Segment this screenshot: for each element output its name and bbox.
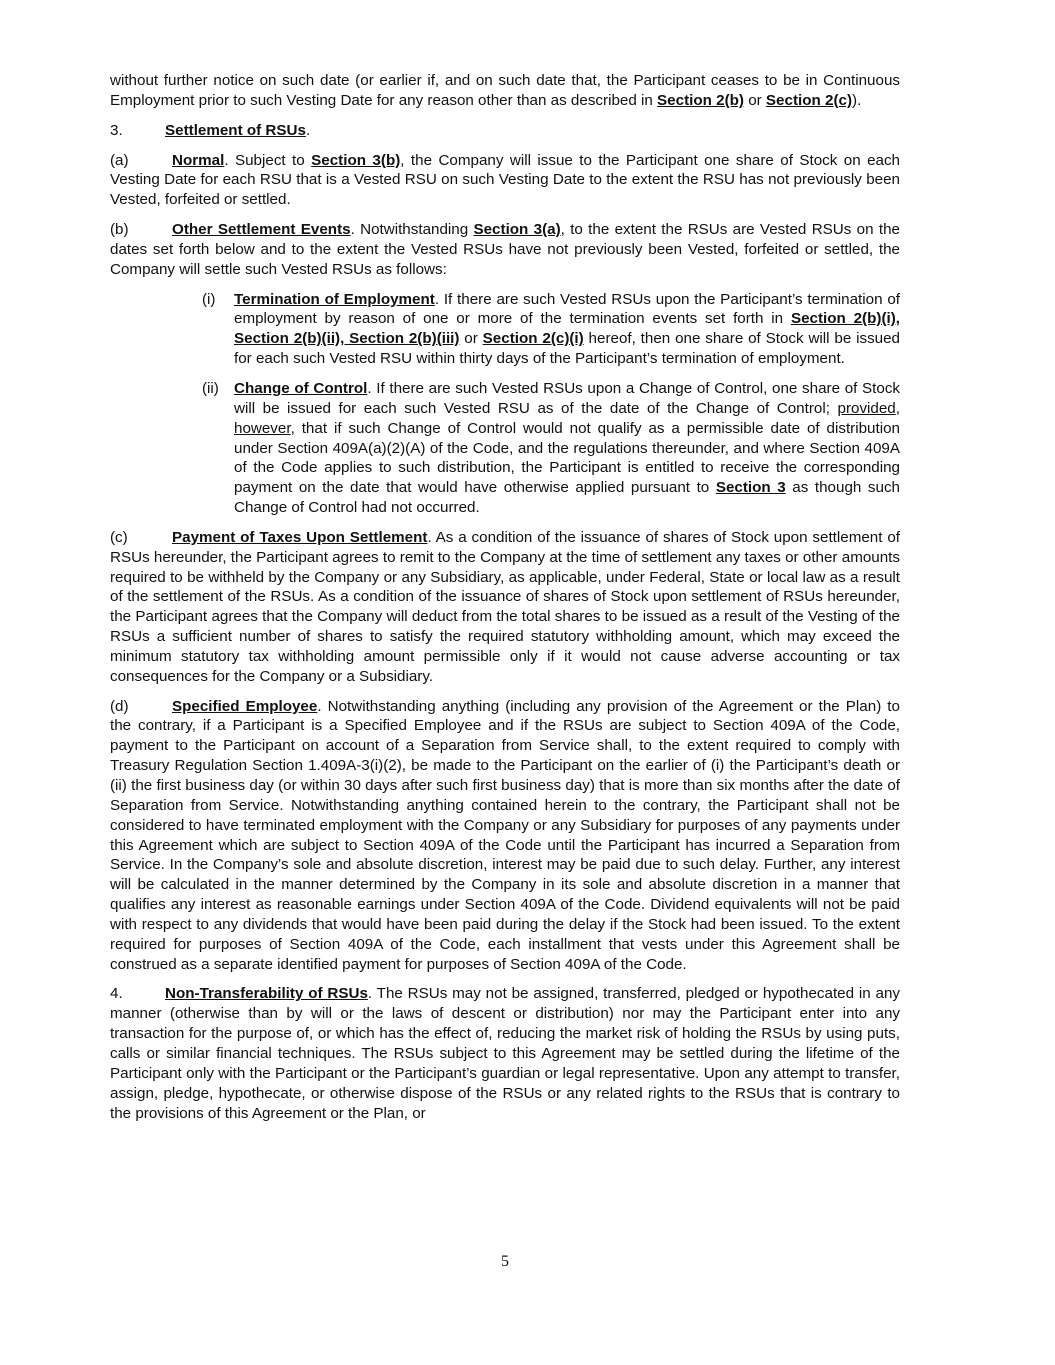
page-number: 5 (501, 1253, 509, 1270)
section-4-title: Non-Transferability of RSUs (165, 985, 368, 1003)
section-3b-reference: Section 3(b) (311, 151, 401, 169)
section-3-reference: Section 3 (715, 479, 786, 497)
section-3-heading: 3. Settlement of RSUs. (110, 121, 311, 139)
section-3d-title: Specified Employee (172, 697, 318, 715)
section-3a-paragraph: (a) Normal. Subject to Section 3(b), the Company will issue to the Participant one share of Stock on each Vesting Date for each RSU that is a Vested RSU on such Vesting Date to the extent the RSU has not previously been Vested, forfeited or settled. (110, 151, 901, 209)
section-3a-title: Normal (172, 151, 225, 169)
section-4-paragraph: 4. Non-Transferability of RSUs. The RSUs may not be assigned, transferred, pledged or hypothecated in any manner (otherwise than by will or the laws of descent or distribution) nor may the Participant enter into any transaction for the purpose of, or which has the effect of, reducing the market risk of holding the RSUs by using puts, calls or similar financial techniques. The RSUs subject to this Agreement may be settled during the lifetime of the Participant only with the Participant or the Participant’s guardian or legal representative. Upon any attempt to transfer, assign, pledge, hypothecate, or otherwise dispose of the RSUs or any related rights to the RSUs that is contrary to the provisions of this Agreement or the Plan, or (110, 985, 901, 1122)
section-2c-reference: Section 2(c) (765, 91, 853, 109)
section-3c-title: Payment of Taxes Upon Settlement (172, 528, 428, 546)
section-3b-i-paragraph: (i) Termination of Employment. If there are such Vested RSUs upon the Participant’s termination of employment by reason of one or more of the termination events set forth in Section 2(b)(i), Section 2(b)(ii), Section 2(b)(iii) or Section 2(c)(i) hereof, then one share of Stock will be issued for each such Vested RSU within thirty days of the Participant’s termination of employment. (202, 290, 901, 368)
section-3b-title: Other Settlement Events (172, 221, 351, 239)
intro-paragraph: without further notice on such date (or earlier if, and on such date that, the Participant ceases to be in Continuous Employment prior to such Vesting Date for any reason other than as described in Section 2(b) or Section 2(c)). (110, 72, 900, 109)
section-2b-subsections-reference: Section 2(b)(i), Section 2(b)(ii), Section 2(b)(iii) (234, 310, 901, 348)
section-3b-paragraph: (b) Other Settlement Events. Notwithstanding Section 3(a), to the extent the RSUs are Vested RSUs on the dates set forth below and to the extent the Vested RSUs have not previously been Vested, forfeited or settled, the Company will settle such Vested RSUs as follows: (110, 221, 900, 278)
section-3b-i-title: Termination of Employment (234, 290, 435, 308)
section-3-title: Settlement of RSUs (165, 121, 306, 139)
section-3c-paragraph: (c) Payment of Taxes Upon Settlement. As a condition of the issuance of shares of Stock upon settlement of RSUs hereunder, the Participant agrees to remit to the Company at the time of settlement any taxes or other amounts required to be withheld by the Company or any Subsidiary, as applicable, under Federal, State or local law as a result of the settlement of the RSUs. As a condition of the issuance of shares of Stock upon settlement of RSUs hereunder, the Participant agrees that the Company will deduct from the total shares to be issued as a result of the Vesting of the RSUs a sufficient number of shares to satisfy the required statutory withholding amount, which may exceed the minimum statutory tax withholding amount permissible only if it would not cause adverse accounting or tax consequences for the Company or a Subsidiary. (110, 528, 900, 685)
section-2b-reference: Section 2(b) (657, 91, 744, 109)
section-3d-paragraph: (d) Specified Employee. Notwithstanding anything (including any provision of the Agreement or the Plan) to the contrary, if a Participant is a Specified Employee and if the RSUs are subject to Section 409A of the Code, payment to the Participant on account of a Separation from Service shall, to the extent required to comply with Treasury Regulation Section 1.409A-3(i)(2), be made to the Participant on the earlier of (i) the Participant’s death or (ii) the first business day (or within 30 days after such first business day) that is more than six months after the date of Separation from Service. Notwithstanding anything contained herein to the contrary, the Participant shall not be considered to have terminated employment with the Company or any Subsidiary for purposes of any payments under this Agreement which are subject to Section 409A of the Code until the Participant has incurred a Separation from Service. In the Company’s sole and absolute discretion, interest may be paid due to such delay. Further, any interest will be calculated in the manner determined by the Company in its sole and absolute discretion in a manner that qualifies any interest as reasonable earnings under Section 409A of the Code. Dividend equivalents will not be paid with respect to any dividends that would have been paid during the delay if the Stock had been issued. To the extent required for purposes of Section 409A of the Code, each installment that vests under this Agreement shall be construed as a separate identified payment for purposes of Section 409A of the Code. (110, 697, 900, 973)
section-3b-ii-paragraph: (ii) Change of Control. If there are such Vested RSUs upon a Change of Control, one share of Stock will be issued for each such Vested RSU as of the date of the Change of Control; provided, however, that if such Change of Control would not qualify as a permissible date of distribution under Section 409A(a)(2)(A) of the Code, and the regulations thereunder, and where Section 409A of the Code applies to such distribution, the Participant is entitled to receive the corresponding payment on the date that would have otherwise applied pursuant to Section 3 as though such Change of Control had not occurred. (202, 379, 901, 517)
section-2c-i-reference: Section 2(c)(i) (482, 330, 584, 348)
section-3a-reference: Section 3(a) (473, 221, 561, 239)
section-3b-ii-title: Change of Control (234, 379, 368, 397)
document-page (110, 71, 900, 1133)
